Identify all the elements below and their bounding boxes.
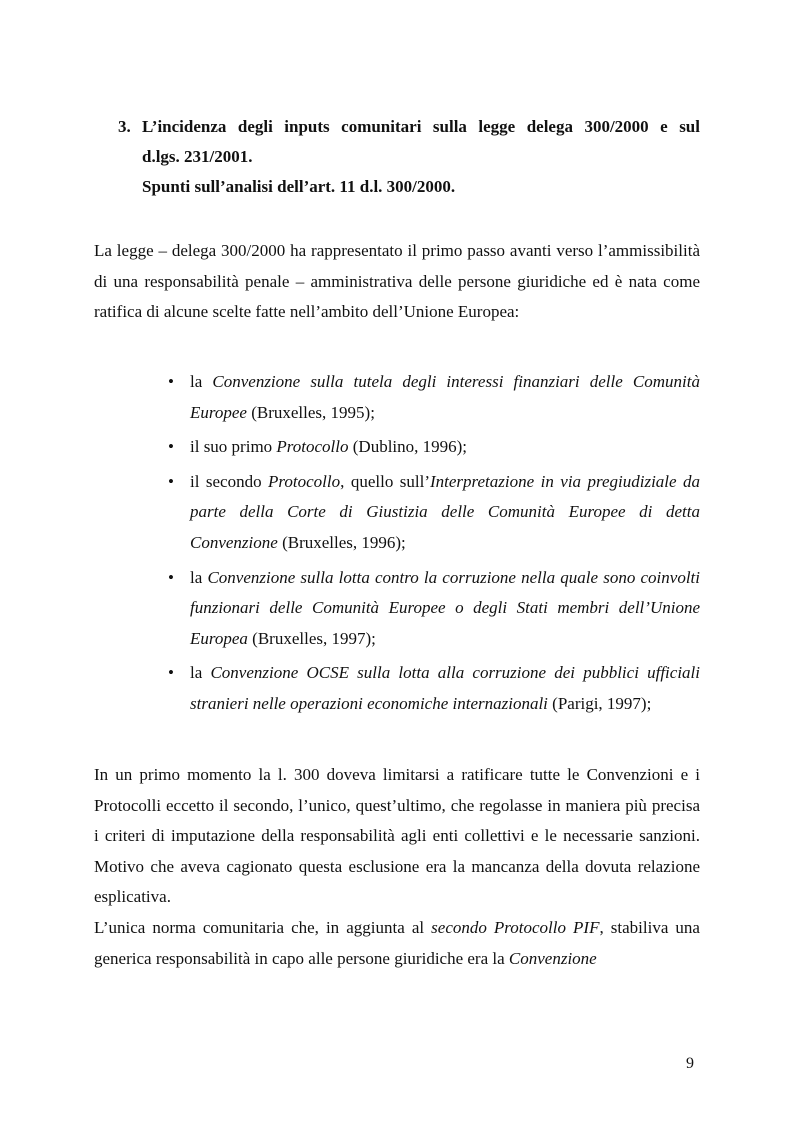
list-item-italic: Convenzione OCSE sulla lotta alla corruzione dei pubblici ufficiali stranieri nelle operazioni economiche internazionali <box>190 663 700 713</box>
intro-text: La legge – delega 300/2000 ha rappresentato il primo passo avanti verso l’ammissibilità di una responsabilità penale – amministrativa delle persone giuridiche ed è nata come ratifica di alcune scelte fatte nell’ambito dell’Unione Europea: <box>94 241 700 322</box>
list-item-text: , quello sull’ <box>340 471 430 491</box>
bullet-icon: • <box>168 471 174 491</box>
paragraph-3 <box>94 913 700 974</box>
heading-line-2: d.lgs. 231/2001. <box>142 147 253 166</box>
paragraph-3-italic: Convenzione <box>508 948 597 968</box>
section-number: 3. <box>118 117 131 136</box>
convention-list <box>168 367 700 724</box>
list-item-text: (Bruxelles, 1995); <box>246 402 375 422</box>
bullet-icon: • <box>168 372 174 391</box>
list-item <box>168 467 700 559</box>
bullet-icon: • <box>168 663 174 683</box>
paragraph-3-text: , stabiliva una generica responsabilità in capo alle persone giuridiche era la <box>94 917 700 968</box>
list-item-italic: Convenzione sulla tutela degli interessi finanziari delle Comunità Europee <box>190 372 700 422</box>
intro-paragraph <box>94 236 700 328</box>
paragraph-3-text: L’unica norma comunitaria che, in aggiunta al <box>94 917 432 937</box>
body-text <box>94 760 700 974</box>
list-item-text: (Dublino, 1996); <box>348 437 468 457</box>
list-item-text: la <box>190 372 213 391</box>
list-item-italic: Interpretazione in via pregiudiziale da parte della Corte di Giustizia delle Comunità Europee di detta Convenzione <box>190 471 701 552</box>
list-item <box>168 367 700 428</box>
list-item <box>168 658 700 719</box>
section-heading <box>118 112 700 202</box>
list-item-italic: Convenzione sulla lotta contro la corruzione nella quale sono coinvolti funzionari delle Comunità Europee o degli Stati membri dell’Unione Europea <box>190 567 700 648</box>
bullet-icon: • <box>168 567 174 587</box>
heading-line-1: L’incidenza degli inputs comunitari sulla legge delega 300/2000 e sul <box>142 117 700 136</box>
heading-line-3: Spunti sull’analisi dell’art. 11 d.l. 300/2000. <box>142 177 456 196</box>
bullet-icon: • <box>168 437 174 457</box>
list-item-text: (Bruxelles, 1997); <box>247 628 376 648</box>
list-item-text: il suo primo <box>190 437 277 457</box>
list-item-italic: Protocollo <box>268 471 341 491</box>
list-item-italic: Protocollo <box>276 437 349 457</box>
list-item-text: (Parigi, 1997); <box>547 693 652 713</box>
list-item-text: il secondo <box>190 471 269 491</box>
list-item <box>168 563 700 655</box>
page-number: 9 <box>686 1055 694 1072</box>
list-item-text: (Bruxelles, 1996); <box>277 532 406 552</box>
list-item-text: la <box>190 663 211 683</box>
paragraph-3-italic: secondo Protocollo PIF <box>431 917 600 937</box>
list-item <box>168 432 700 463</box>
list-item-text: la <box>190 567 208 587</box>
paragraph-2: In un primo momento la l. 300 doveva limitarsi a ratificare tutte le Convenzioni e i Protocolli eccetto il secondo, l’unico, quest’ultimo, che regolasse in maniera più precisa i criteri di imputazione della responsabilità agli enti collettivi e le necessarie sanzioni. Motivo che aveva cagionato questa esclusione era la mancanza della dovuta relazione esplicativa. <box>94 765 700 907</box>
